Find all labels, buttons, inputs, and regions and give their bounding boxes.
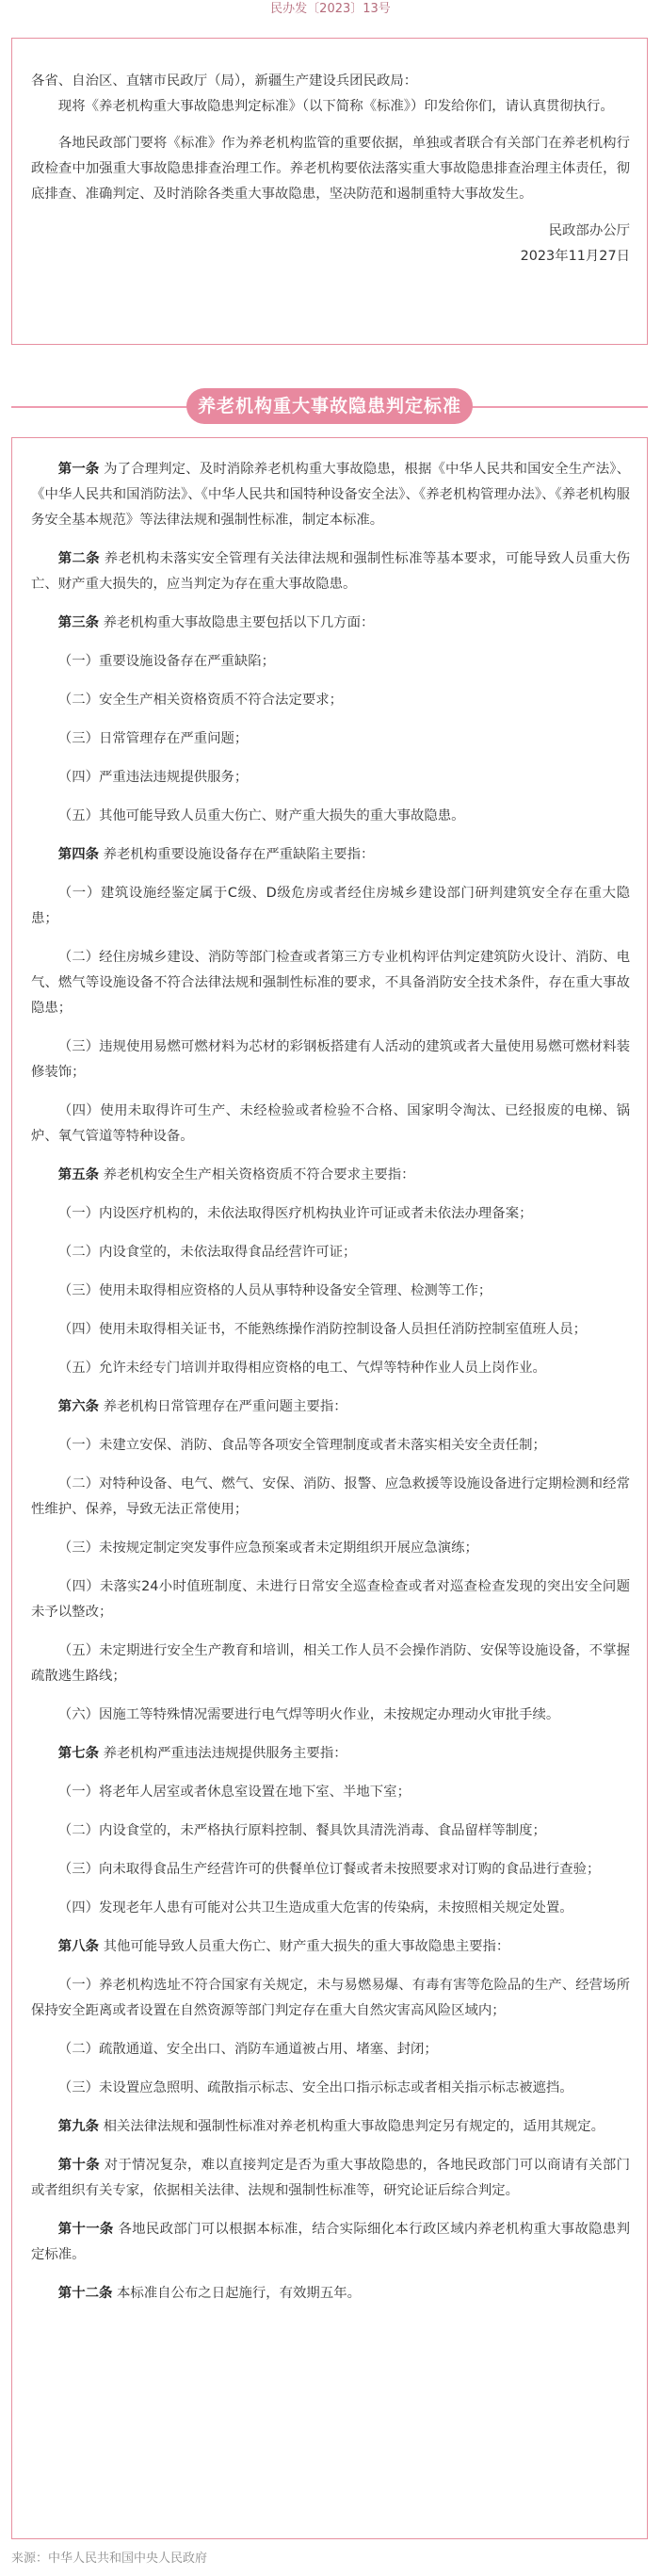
article-4-label: 第四条 <box>57 847 99 862</box>
list-item: （三）向未取得食品生产经营许可的供餐单位订餐或者未按照要求对订购的食品进行查验； <box>57 1862 601 1877</box>
list-item: （二）内设食堂的，未依法取得食品经营许可证； <box>57 1245 357 1260</box>
list-item: （一）养老机构选址不符合国家有关规定，未与易燃易爆、有毒有害等危险品的生产、经营场所保持安全距离或者设置在自然资源等部门判定存在重大自然灾害高风险区域内； <box>31 1978 630 2018</box>
notice-paragraph-1: 现将《养老机构重大事故隐患判定标准》（以下简称《标准》）印发给你们，请认真贯彻执行。 <box>57 99 614 114</box>
list-item: （三）使用未取得相应资格的人员从事特种设备安全管理、检测等工作； <box>57 1283 492 1298</box>
list-item: （五）其他可能导致人员重大伤亡、财产重大损失的重大事故隐患。 <box>57 808 465 823</box>
article-11 <box>31 2217 630 2268</box>
list-item: （四）使用未取得相关证书，不能熟练操作消防控制设备人员担任消防控制室值班人员； <box>57 1322 588 1337</box>
document-number: 民办发〔2023〕13号 <box>270 2 391 16</box>
standard-title-banner <box>11 388 648 426</box>
list-item: （三）未按规定制定突发事件应急预案或者未定期组织开展应急演练； <box>57 1541 478 1556</box>
article-4-text: 养老机构重要设施设备存在严重缺陷主要指： <box>103 847 375 862</box>
list-item: （一）建筑设施经鉴定属于C级、D级危房或者经住房城乡建设部门研判建筑安全存在重大隐患； <box>31 886 630 926</box>
article-12-text: 本标准自公布之日起施行，有效期五年。 <box>116 2286 361 2301</box>
notice-date: 2023年11月27日 <box>520 249 630 264</box>
article-7 <box>31 1741 630 1767</box>
article-4 <box>31 842 630 868</box>
list-item: （二）安全生产相关资格资质不符合法定要求； <box>57 693 344 708</box>
source-credit: 来源：中华人民共和国中央人民政府 <box>11 2552 208 2566</box>
article-8 <box>31 1934 630 1960</box>
list-item: （四）严重违法违规提供服务； <box>57 770 249 785</box>
notice-addressee: 各省、自治区、直辖市民政厅（局），新疆生产建设兵团民政局： <box>31 73 418 89</box>
list-item: （二）对特种设备、电气、燃气、安保、消防、报警、应急救援等设施设备进行定期检测和经常性维护、保养，导致无法正常使用； <box>31 1476 630 1517</box>
title-rule-left <box>11 406 190 408</box>
article-11-text: 各地民政部门可以根据本标准，结合实际细化本行政区域内养老机构重大事故隐患判定标准。 <box>31 2222 630 2262</box>
article-5-text: 养老机构安全生产相关资格资质不符合要求主要指： <box>103 1167 415 1182</box>
article-10-label: 第十条 <box>57 2158 100 2173</box>
article-6-text: 养老机构日常管理存在严重问题主要指： <box>103 1399 347 1414</box>
list-item: （五）允许未经专门培训并取得相应资格的电工、气焊等特种作业人员上岗作业。 <box>57 1361 546 1376</box>
article-8-text: 其他可能导致人员重大伤亡、财产重大损失的重大事故隐患主要指： <box>103 1939 510 1954</box>
article-6 <box>31 1394 630 1420</box>
list-item: （三）未设置应急照明、疏散指示标志、安全出口指示标志或者相关指示标志被遮挡。 <box>57 2080 573 2095</box>
standard-title: 养老机构重大事故隐患判定标准 <box>186 388 473 424</box>
list-item: （四）使用未取得许可生产、未经检验或者检验不合格、国家明令淘汰、已经报废的电梯、锅炉、氧气管道等特种设备。 <box>31 1103 630 1144</box>
article-9 <box>31 2114 630 2140</box>
article-1-text: 为了合理判定、及时消除养老机构重大事故隐患，根据《中华人民共和国安全生产法》、《中华人民共和国消防法》、《中华人民共和国特种设备安全法》、《养老机构管理办法》、《养老机构服务安全基本规范》等法律法规和强制性标准，制定本标准。 <box>31 462 630 528</box>
article-6-label: 第六条 <box>57 1399 99 1414</box>
article-10-text: 对于情况复杂，难以直接判定是否为重大事故隐患的，各地民政部门可以商请有关部门或者组织有关专家，依据相关法律、法规和强制性标准等，研究论证后综合判定。 <box>31 2158 630 2198</box>
article-3-text: 养老机构重大事故隐患主要包括以下几方面： <box>103 615 375 630</box>
article-7-text: 养老机构严重违法违规提供服务主要指： <box>103 1746 347 1761</box>
list-item: （三）日常管理存在严重问题； <box>57 731 249 746</box>
notice-box <box>11 38 648 345</box>
list-item: （四）未落实24小时值班制度、未进行日常安全巡查检查或者对巡查检查发现的突出安全问题未予以整改； <box>31 1579 630 1620</box>
list-item: （五）未定期进行安全生产教育和培训，相关工作人员不会操作消防、安保等设施设备，不掌握疏散逃生路线； <box>31 1643 630 1684</box>
article-3 <box>31 611 630 636</box>
article-9-text: 相关法律法规和强制性标准对养老机构重大事故隐患判定另有规定的，适用其规定。 <box>103 2119 605 2134</box>
article-5 <box>31 1163 630 1188</box>
article-9-label: 第九条 <box>57 2119 99 2134</box>
article-12-label: 第十二条 <box>57 2286 113 2301</box>
list-item: （四）发现老年人患有可能对公共卫生造成重大危害的传染病，未按照相关规定处置。 <box>57 1900 573 1916</box>
article-1-label: 第一条 <box>57 462 100 477</box>
notice-paragraph-2: 各地民政部门要将《标准》作为养老机构监管的重要依据，单独或者联合有关部门在养老机构行政检查中加强重大事故隐患排查治理工作。养老机构要依法落实重大事故隐患排查治理主体责任，彻底排查、准确判定、及时消除各类重大事故隐患，坚决防范和遏制重特大事故发生。 <box>31 136 630 202</box>
article-2-label: 第二条 <box>57 551 100 566</box>
article-8-label: 第八条 <box>57 1939 99 1954</box>
list-item: （一）内设医疗机构的，未依法取得医疗机构执业许可证或者未依法办理备案； <box>57 1206 533 1221</box>
list-item: （二）疏散通道、安全出口、消防车通道被占用、堵塞、封闭； <box>57 2042 438 2057</box>
article-7-label: 第七条 <box>57 1746 99 1761</box>
article-10 <box>31 2153 630 2204</box>
article-3-label: 第三条 <box>57 615 99 630</box>
article-12 <box>31 2281 630 2307</box>
article-11-label: 第十一条 <box>57 2222 114 2237</box>
list-item: （六）因施工等特殊情况需要进行电气焊等明火作业，未按规定办理动火审批手续。 <box>57 1707 560 1722</box>
title-rule-right <box>469 406 648 408</box>
list-item: （二）经住房城乡建设、消防等部门检查或者第三方专业机构评估判定建筑防火设计、消防、电气、燃气等设施设备不符合法律法规和强制性标准的要求，不具备消防安全技术条件，存在重大事故隐患； <box>31 950 630 1016</box>
article-5-label: 第五条 <box>57 1167 99 1182</box>
list-item: （三）违规使用易燃可燃材料为芯材的彩钢板搭建有人活动的建筑或者大量使用易燃可燃材料装修装饰； <box>31 1039 630 1080</box>
article-2-text: 养老机构未落实安全管理有关法律法规和强制性标准等基本要求，可能导致人员重大伤亡、财产重大损失的，应当判定为存在重大事故隐患。 <box>31 551 630 592</box>
list-item: （一）未建立安保、消防、食品等各项安全管理制度或者未落实相关安全责任制； <box>57 1438 546 1453</box>
article-1 <box>31 457 630 533</box>
list-item: （一）将老年人居室或者休息室设置在地下室、半地下室； <box>57 1785 411 1800</box>
article-2 <box>31 546 630 597</box>
standard-box <box>11 437 648 2539</box>
list-item: （二）内设食堂的，未严格执行原料控制、餐具饮具清洗消毒、食品留样等制度； <box>57 1823 546 1838</box>
notice-signer: 民政部办公厅 <box>548 223 630 238</box>
list-item: （一）重要设施设备存在严重缺陷； <box>57 654 276 669</box>
